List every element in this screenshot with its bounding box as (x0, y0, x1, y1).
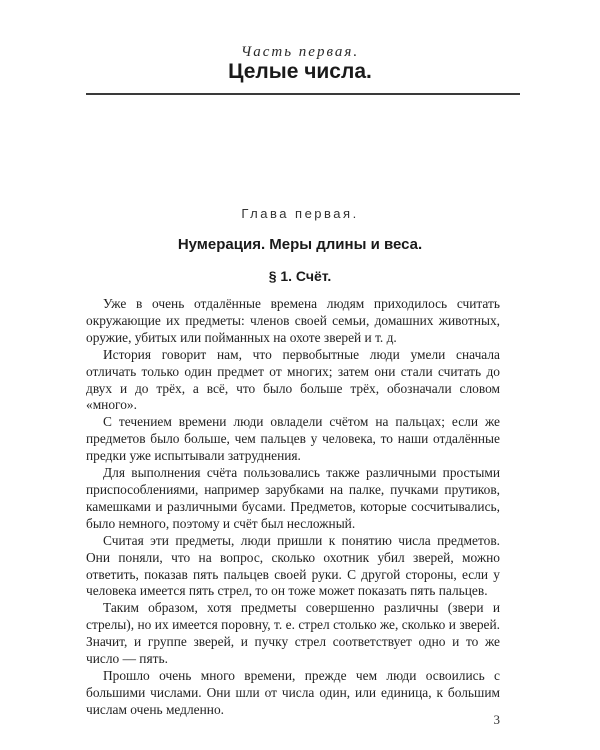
paragraph: С течением времени люди овладели счётом на пальцах; если же предметов было больше, чем пальцев у человека, то наши отдалённые предки уже испытывали затруднения. (86, 414, 500, 464)
chapter-label: Глава первая. (241, 206, 359, 221)
paragraph: Считая эти предметы, люди пришли к понятию числа предметов. Они поняли, что на вопрос, сколько охотник убил зверей, можно ответить, показав пять пальцев своей руки. С другой стороны, если у человека имеется пять стрел, то он тоже может показать пять пальцев. (86, 532, 500, 599)
paragraph: История говорит нам, что первобытные люди умели сначала отличать только один предмет от многих; затем они стали считать до двух и до трёх, а всё, что было больше трёх, обозначали словом «много». (86, 346, 500, 413)
header-divider (86, 93, 520, 95)
part-title: Целые числа. (228, 60, 372, 83)
paragraph: Уже в очень отдалённые времена людям приходилось считать окружающие их предметы: членов своей семьи, домашних животных, оружие, убитых или пойманных на охоте зверей и т. д. (86, 296, 500, 345)
part-label: Часть первая. (240, 44, 360, 60)
section-title: § 1. Счёт. (268, 268, 332, 284)
paragraph: Прошло очень много времени, прежде чем люди освоились с большими числами. Они шли от числа один, или единица, к большим числам очень медленно. (86, 667, 500, 717)
page-number: 3 (493, 712, 500, 727)
paragraph: Таким образом, хотя предметы совершенно различны (звери и стрелы), но их имеется поровну, т. е. стрел столько же, сколько и зверей. Значит, и группе зверей, и пучку стрел соответствует одно и то же число — пять. (86, 600, 500, 667)
paragraph: Для выполнения счёта пользовались также различными простыми приспособлениями, например зарубками на палке, пучками прутиков, камешками и различными бусами. Предметов, которые сосчитывались, было немного, поэтому и счёт был несложный. (86, 465, 500, 531)
chapter-title: Нумерация. Меры длины и веса. (177, 236, 423, 253)
body-text (86, 296, 500, 719)
